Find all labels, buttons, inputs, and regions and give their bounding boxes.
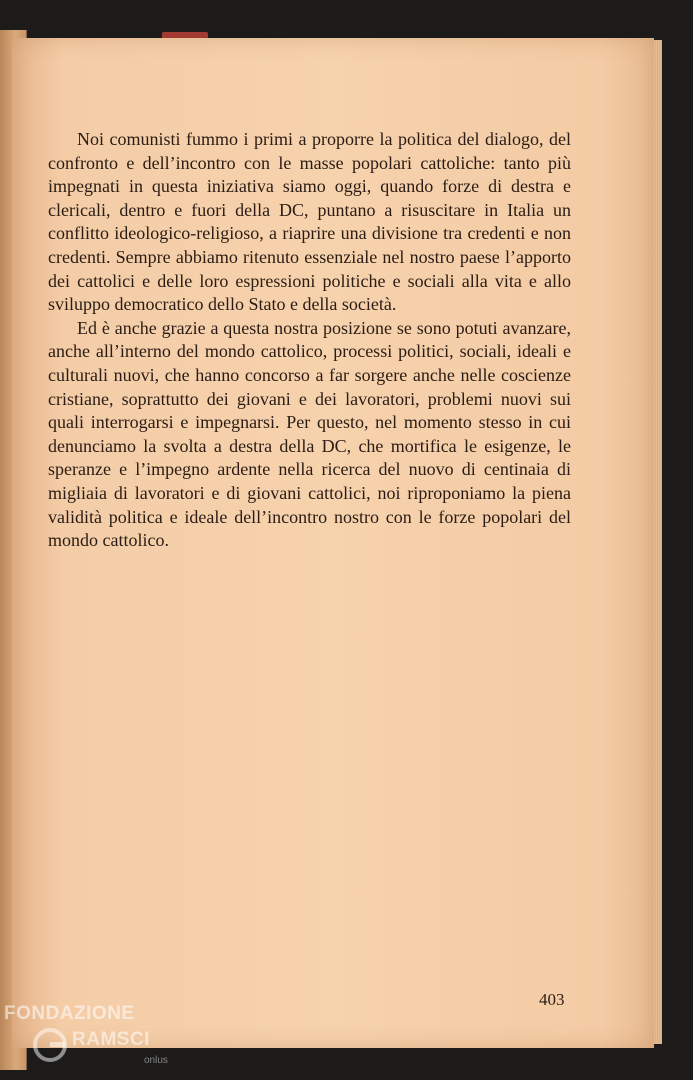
paragraph-1: Noi comunisti fummo i primi a proporre la politica del dialogo, del confronto e dell’incontro con le masse popolari cattoliche: tanto più impegnati in questa iniziativa siamo oggi, quando forze di destra e clericali, dentro e fuori della DC, puntano a risuscitare in Italia un conflitto ideologico-religioso, a riaprire una divisione tra credenti e non credenti. Sempre abbiamo ritenuto essenziale nel nostro paese l’apporto dei cattolici e delle loro espressioni politiche e sociali alla vita e allo sviluppo democratico dello Stato e della società. (48, 129, 571, 315)
page-fore-edge (654, 40, 662, 1044)
gramsci-g-logo-icon (30, 1025, 70, 1065)
watermark-line1: FONDAZIONE (4, 1003, 135, 1024)
watermark-sub: onlus (144, 1055, 168, 1066)
watermark-line2: RAMSCI (72, 1029, 150, 1050)
body-text (48, 128, 571, 553)
page-number: 403 (539, 990, 565, 1009)
watermark (4, 1003, 184, 1073)
paragraph-2: Ed è anche grazie a questa nostra posizione se sono potuti avanzare, anche all’interno del mondo cattolico, processi politici, sociali, ideali e culturali nuovi, che hanno concorso a far sorgere anche nelle coscienze cristiane, soprattutto dei giovani e dei lavoratori, problemi nuovi sui quali interrogarsi e impegnarsi. Per questo, nel momento stesso in cui denunciamo la svolta a destra della DC, che mortifica le esigenze, le speranze e l’impegno ardente nella ricerca del nuovo di centinaia di migliaia di lavoratori e di giovani cattolici, noi riproponiamo la piena validità politica e ideale dell’incontro nostro con le forze popolari del mondo cattolico. (48, 317, 571, 551)
